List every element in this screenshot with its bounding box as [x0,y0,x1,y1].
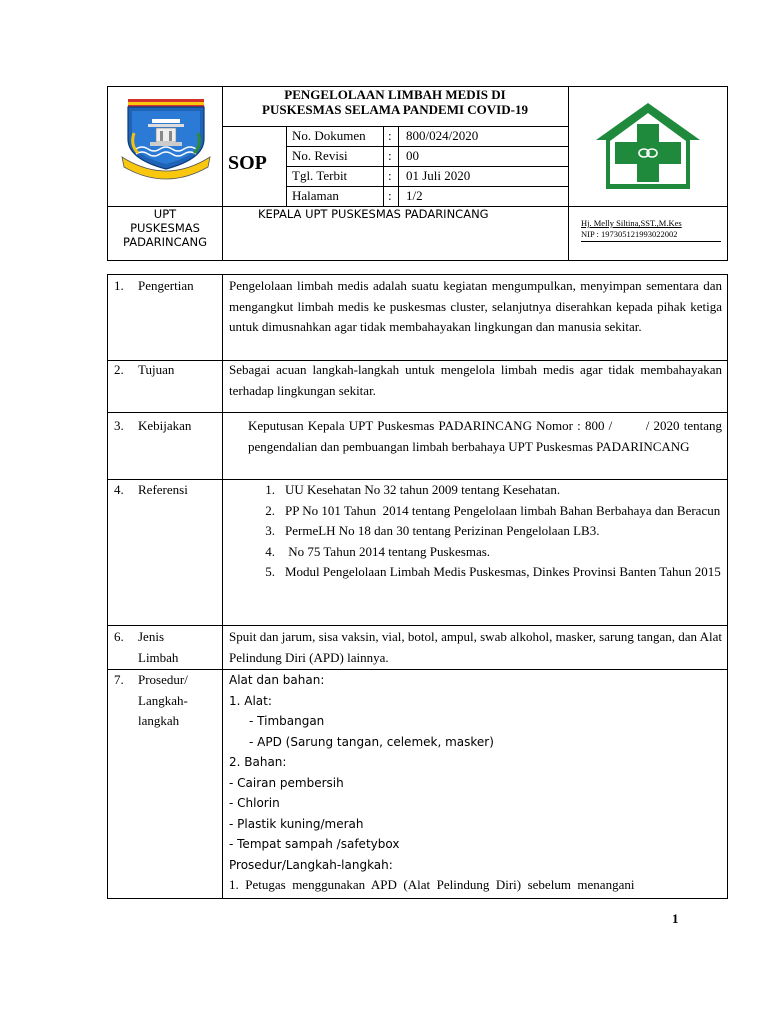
procedure-line: 1. Petugas menggunakan APD (Alat Pelindung Diri) sebelum menangani [229,877,635,892]
sop-label: SOP [228,152,267,174]
puskesmas-logo-icon [592,100,704,192]
procedure-line: - Cairan pembersih [229,775,344,790]
section-3-label: Kebijakan [138,418,192,433]
meta-separator: : [388,188,392,203]
procedure-line: Prosedur/Langkah-langkah: [229,857,393,872]
list-item: 4. No 75 Tahun 2014 tentang Puskesmas. [265,543,491,559]
signer-nip: NIP : 197305121993022002 [581,229,678,239]
reference-list [229,480,722,583]
meta-value-issue-date: 01 Juli 2020 [406,168,471,183]
section-2-label: Tujuan [138,362,175,377]
document-title [222,87,568,117]
section-7-label: Prosedur/ Langkah- langkah [138,672,188,728]
meta-label-revision: No. Revisi [292,148,348,163]
section-1-number: 1. [114,278,124,293]
section-4-number: 4. [114,482,124,497]
procedure-line: - Plastik kuning/merah [229,816,364,831]
list-item: 3. PermeLH No 18 dan 30 tentang Perizinan Pengelolaan LB3. [265,523,600,538]
meta-separator: : [388,148,392,163]
meta-value-revision: 00 [406,148,419,163]
banten-emblem-icon [118,93,214,183]
meta-label-page: Halaman [292,188,339,203]
title-line-2: PUSKESMAS SELAMA PANDEMI COVID-19 [262,102,528,117]
section-3-text: Keputusan Kepala UPT Puskesmas PADARINCANG Nomor : 800 / / 2020 tentang pengendalian dan pembuangan limbah berbahaya UPT Puskesmas PADARINCANG [248,418,726,454]
organization-name [108,207,222,249]
procedure-line: 1. Alat: [229,693,272,708]
section-2-text: Sebagai acuan langkah-langkah untuk mengelola limbah medis agar tidak membahayakan terhadap lingkungan sekitar. [229,362,722,398]
procedure-line: - Tempat sampah /safetybox [229,837,400,851]
section-3-number: 3. [114,418,124,433]
page-number: 1 [672,911,679,926]
meta-label-doc-number: No. Dokumen [292,128,366,143]
section-6-text: Spuit dan jarum, sisa vaksin, vial, botol, ampul, swab alkohol, masker, sarung tangan, dan Alat Pelindung Diri (APD) lainnya. [229,629,722,665]
procedure-line: - APD (Sarung tangan, celemek, masker) [249,734,494,749]
meta-label-issue-date: Tgl. Terbit [292,168,348,183]
head-title: KEPALA UPT PUSKESMAS PADARINCANG [258,207,489,221]
meta-value-page: 1/2 [406,188,423,203]
procedure-line: - Chlorin [229,796,280,810]
org-line-3: PADARINCANG [123,235,207,249]
list-item: 5. Modul Pengelolaan Limbah Medis Puskesmas, Dinkes Provinsi Banten Tahun 2015 [265,564,721,579]
section-2-number: 2. [114,362,124,377]
section-6-number: 6. [114,629,124,644]
list-item: 1. UU Kesehatan No 32 tahun 2009 tentang Kesehatan. [265,482,561,497]
section-7-number: 7. [114,672,124,687]
procedure-line: - Timbangan [249,714,325,728]
signature-underline [581,241,721,242]
meta-separator: : [388,128,392,143]
section-7-procedure [229,670,722,896]
title-line-1: PENGELOLAAN LIMBAH MEDIS DI [284,87,506,102]
meta-value-doc-number: 800/024/2020 [406,128,479,143]
list-item: 2. PP No 101 Tahun 2014 tentang Pengelolaan limbah Bahan Berbahaya dan Beracun [265,502,721,518]
section-1-text: Pengelolaan limbah medis adalah suatu kegiatan mengumpulkan, menyimpan sementara dan mengangkut limbah medis ke puskesmas cluster, selanjutnya diserahkan kepada pihak ketiga untuk dimusnahkan agar tidak membahayakan lingkungan dan manusia sekitar. [229,278,722,334]
section-6-label: Jenis Limbah [138,629,179,665]
section-4-label: Referensi [138,482,188,497]
signature-block [581,218,723,242]
org-line-1: UPT [153,207,177,221]
procedure-line: 2. Bahan: [229,755,287,769]
org-line-2: PUSKESMAS [130,221,200,235]
signer-name: Hj. Melly Siltina,SST.,M.Kes [581,218,682,228]
procedure-line: Alat dan bahan: [229,673,325,687]
meta-separator: : [388,168,392,183]
section-1-label: Pengertian [138,278,194,293]
